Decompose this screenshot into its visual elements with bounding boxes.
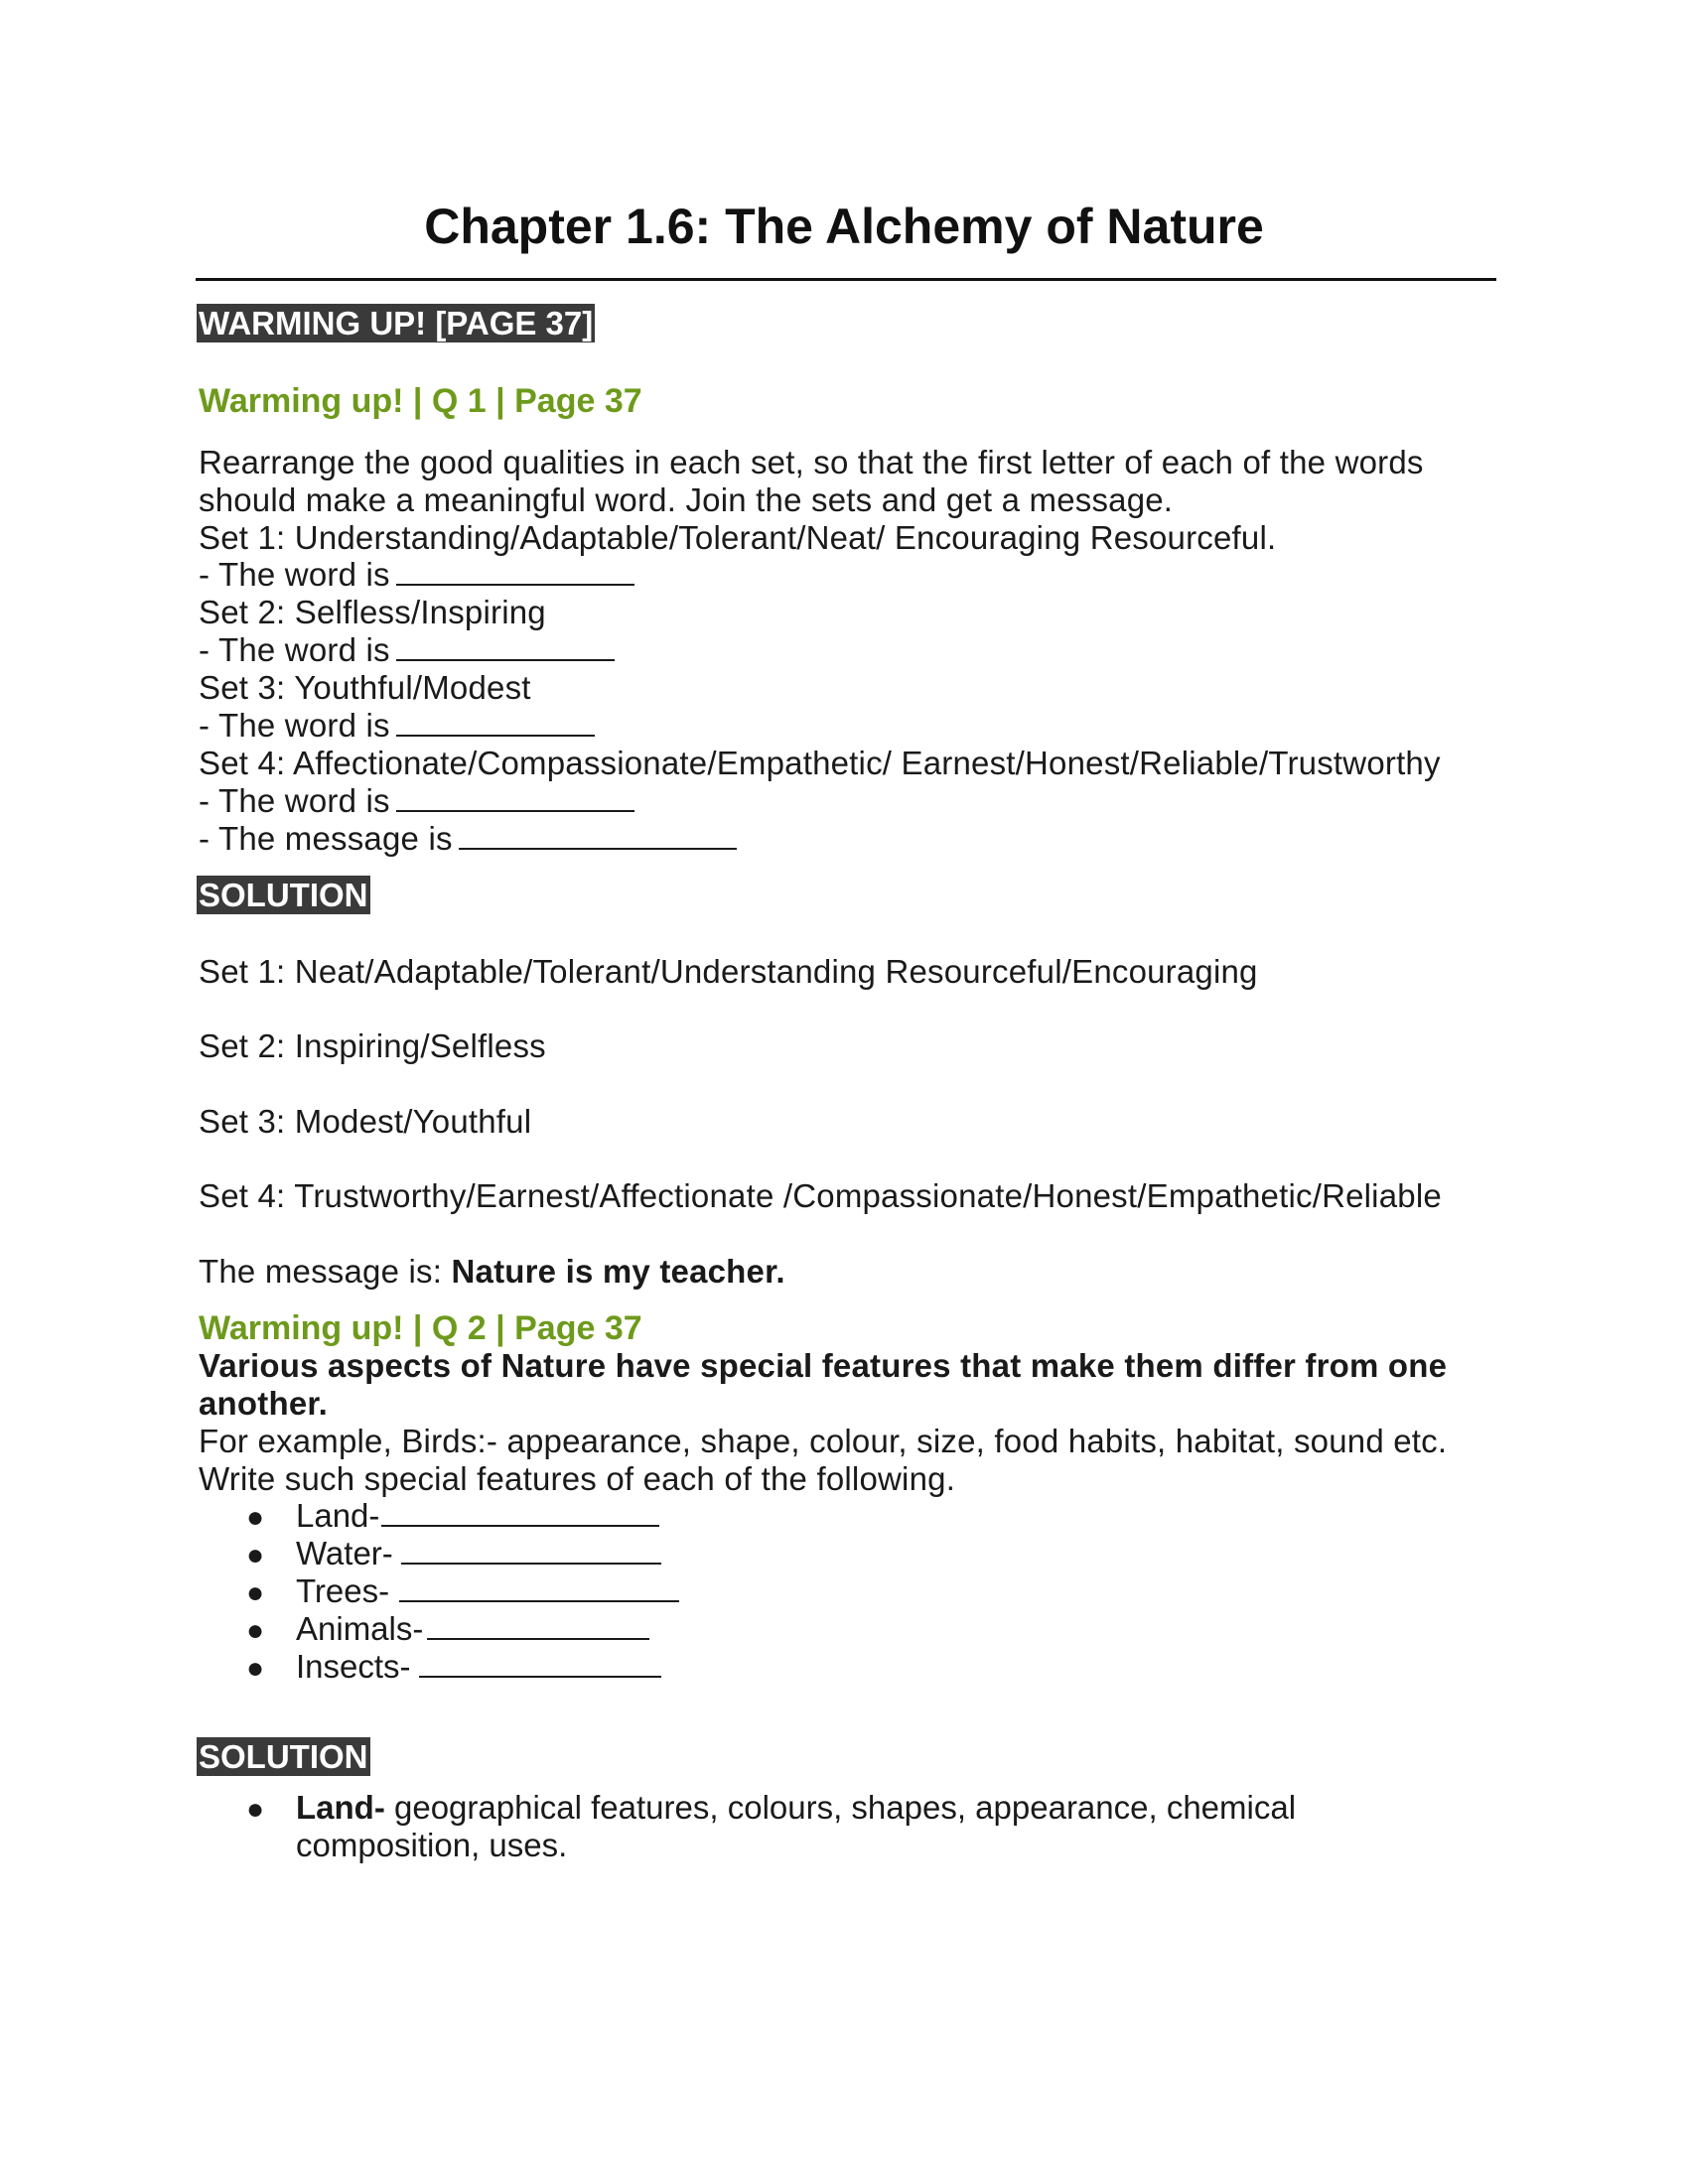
word-is-label: - The word is	[199, 556, 390, 593]
set-label: Set 3:	[199, 669, 295, 706]
set-label: Set 4:	[199, 745, 293, 781]
bullet-icon: ●	[246, 1539, 265, 1571]
bullet-icon: ●	[246, 1501, 265, 1534]
q2-bold-line-1: Various aspects of Nature have special features that make them differ from one	[199, 1347, 1448, 1384]
item-label: Trees-	[296, 1572, 390, 1609]
set-label: Set 1:	[199, 953, 295, 990]
set-label: Set 3:	[199, 1103, 295, 1140]
q2-instruction-line: Write such special features of each of the following.	[199, 1460, 956, 1497]
q2-item-land	[296, 1497, 659, 1535]
solution-label-2: SOLUTION	[199, 1738, 368, 1775]
word-is-label: - The word is	[199, 782, 390, 819]
set-label: Set 2:	[199, 594, 295, 630]
solution-1-message	[199, 1253, 785, 1291]
answer-blank	[459, 820, 737, 850]
item-label: Land-	[296, 1789, 385, 1826]
q2-bold-line-2: another.	[199, 1385, 328, 1422]
message-label: The message is:	[199, 1253, 452, 1290]
q1-instructions-line-2: should make a meaningful word. Join the sets and get a message.	[199, 481, 1174, 518]
q1-word-blank-3	[199, 707, 595, 745]
question-2-heading: Warming up! | Q 2 | Page 37	[199, 1309, 642, 1347]
answer-blank	[401, 1535, 661, 1565]
q1-set-1	[199, 519, 1276, 557]
answer-blank	[427, 1610, 649, 1640]
set-words: Inspiring/Selfless	[294, 1027, 546, 1064]
set-words: Affectionate/Compassionate/Empathetic/ Earnest/Honest/Reliable/Trustworthy	[292, 745, 1441, 781]
q1-set-4	[199, 745, 1441, 782]
set-words: Modest/Youthful	[294, 1103, 532, 1140]
q2-item-insects	[296, 1648, 661, 1686]
solution-label-1: SOLUTION	[199, 877, 368, 913]
bullet-icon: ●	[246, 1652, 265, 1685]
message-is-label: - The message is	[199, 820, 453, 857]
title-divider	[196, 278, 1496, 281]
q1-word-blank-4	[199, 782, 634, 820]
set-label: Set 2:	[199, 1027, 295, 1064]
answer-blank	[381, 1497, 659, 1527]
answer-blank	[396, 782, 634, 812]
q1-word-blank-2	[199, 631, 615, 669]
q1-set-2	[199, 594, 546, 631]
q2-item-water	[296, 1535, 661, 1572]
solution-2-item-land-continuation: composition, uses.	[296, 1827, 568, 1863]
word-is-label: - The word is	[199, 631, 390, 668]
answer-blank	[396, 556, 634, 586]
page-title: Chapter 1.6: The Alchemy of Nature	[424, 199, 1264, 254]
message-answer: Nature is my teacher.	[451, 1253, 785, 1290]
bullet-icon: ●	[246, 1614, 265, 1647]
set-label: Set 1:	[199, 519, 295, 556]
solution-1-set-3	[199, 1103, 531, 1141]
solution-1-set-4	[199, 1177, 1442, 1215]
q1-message-blank	[199, 820, 737, 858]
set-words: Neat/Adaptable/Tolerant/Understanding Resourceful/Encouraging	[294, 953, 1258, 990]
item-label: Land-	[296, 1497, 380, 1534]
set-words: Youthful/Modest	[294, 669, 531, 706]
answer-blank	[399, 1572, 679, 1602]
solution-1-set-1	[199, 953, 1258, 991]
q1-word-blank-1	[199, 556, 634, 594]
item-text: geographical features, colours, shapes, appearance, chemical	[384, 1789, 1297, 1826]
section-label-warming-up: WARMING UP! [PAGE 37]	[199, 305, 594, 341]
item-label: Water-	[296, 1535, 393, 1571]
item-label: Animals-	[296, 1610, 424, 1647]
set-words: Selfless/Inspiring	[294, 594, 546, 630]
bullet-icon: ●	[246, 1576, 265, 1609]
q2-example-line: For example, Birds:- appearance, shape, colour, size, food habits, habitat, sound etc.	[199, 1423, 1448, 1459]
q1-instructions-line-1: Rearrange the good qualities in each set, so that the first letter of each of the words	[199, 444, 1424, 480]
solution-1-set-2	[199, 1027, 546, 1065]
bullet-icon: ●	[246, 1793, 265, 1826]
q2-item-animals	[296, 1610, 649, 1648]
solution-2-item-land	[296, 1789, 1296, 1827]
answer-blank	[396, 631, 615, 661]
answer-blank	[419, 1648, 661, 1678]
q2-item-trees	[296, 1572, 679, 1610]
word-is-label: - The word is	[199, 707, 390, 744]
question-1-heading: Warming up! | Q 1 | Page 37	[199, 382, 642, 420]
set-words: Trustworthy/Earnest/Affectionate /Compassionate/Honest/Empathetic/Reliable	[294, 1177, 1442, 1214]
q1-set-3	[199, 669, 531, 707]
item-label: Insects-	[296, 1648, 411, 1685]
answer-blank	[396, 707, 595, 737]
set-words: Understanding/Adaptable/Tolerant/Neat/ Encouraging Resourceful.	[294, 519, 1277, 556]
set-label: Set 4:	[199, 1177, 295, 1214]
